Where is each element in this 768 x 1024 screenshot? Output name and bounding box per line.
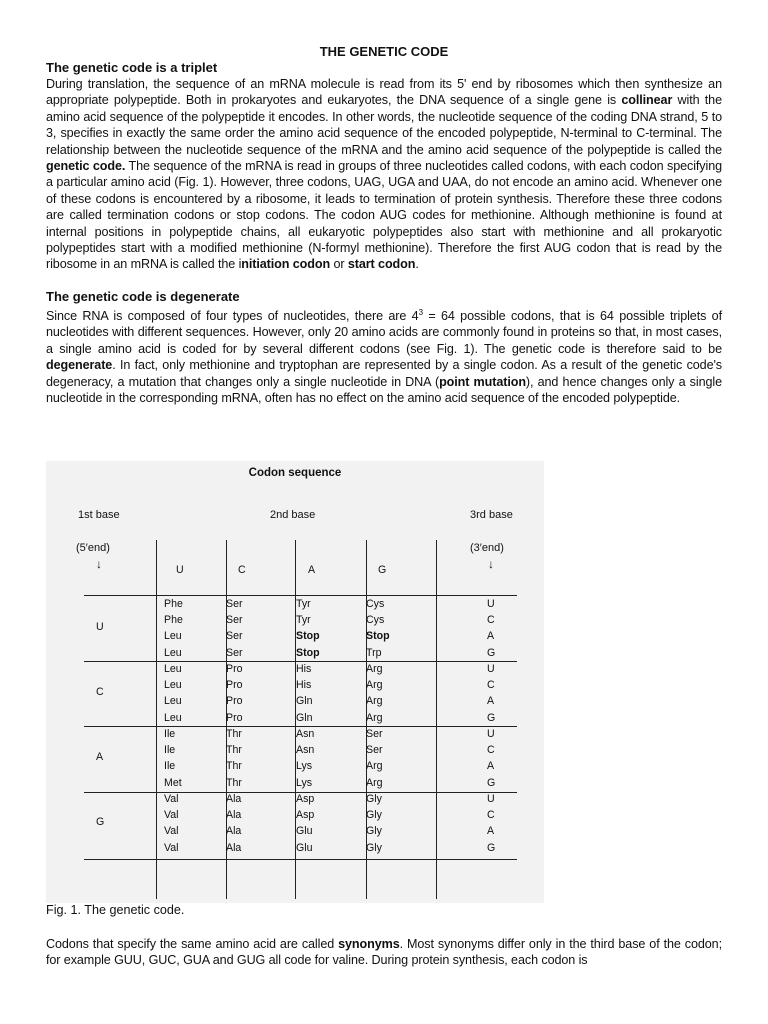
first-base-label: 1st base (78, 509, 120, 521)
three-prime-end-label: (3′end) (470, 542, 504, 554)
first-base-label: G (96, 816, 105, 828)
amino-acid-cell: Ile (164, 760, 176, 773)
amino-acid-cell: Tyr (296, 614, 311, 627)
amino-acid-cell: Ser (226, 630, 243, 643)
document-title: THE GENETIC CODE (319, 44, 449, 59)
amino-acid-cell: Glu (296, 841, 313, 854)
amino-acid-cell: His (296, 663, 312, 675)
first-base-label: C (96, 686, 104, 698)
third-base-label: C (487, 679, 495, 692)
five-prime-end-label: (5′end) (76, 542, 110, 554)
amino-acid-cell: Val (164, 793, 179, 805)
amino-acid-cell: Ile (164, 744, 176, 757)
third-base-label: C (487, 744, 495, 757)
third-base-label: G (487, 711, 496, 724)
third-base-label: U (487, 728, 495, 740)
third-base-label: U (487, 793, 495, 805)
amino-acid-cell: Pro (226, 695, 243, 708)
amino-acid-cell: Thr (226, 744, 242, 757)
amino-acid-cell: Asn (296, 744, 315, 757)
second-base-header: C (238, 564, 246, 576)
third-base-label: G (487, 841, 496, 854)
third-base-label: A (487, 825, 495, 838)
amino-acid-cell: Tyr (296, 598, 311, 610)
amino-acid-cell: Ser (226, 598, 243, 610)
amino-acid-cell: Ala (226, 793, 242, 805)
amino-acid-cell: Phe (164, 598, 183, 610)
third-base-label: U (487, 663, 495, 675)
amino-acid-cell: Ser (226, 614, 243, 627)
third-base-label: C (487, 614, 495, 627)
amino-acid-cell: Gly (366, 825, 382, 838)
document-page (46, 44, 722, 407)
second-base-header: A (308, 564, 316, 576)
amino-acid-cell: Ala (226, 841, 242, 854)
amino-acid-cell: Leu (164, 695, 182, 708)
amino-acid-cell: Val (164, 825, 179, 838)
third-base-label: A (487, 695, 495, 708)
amino-acid-cell: Leu (164, 711, 182, 724)
amino-acid-cell: Stop (366, 630, 390, 643)
paragraph-triplet: During translation, the sequence of an mRNA molecule is read from its 5' end by ribosomes which then synthesize an appropriate polypeptide. Both in prokaryotes and eukaryotes, the DNA sequence of a single gene is collinear with the amino acid sequence of the polypeptide it encodes. In other words, the nucleotide sequence of the coding DNA strand, 5 to 3, specifies in exactly the same order the amino acid sequence of the encoded polypeptide, N-terminal to C-terminal. The relationship between the nucleotide sequence of the mRNA and the amino acid sequence of the polypeptide is called the genetic code. The sequence of the mRNA is read in groups of three nucleotides called codons, with each codon specifying a particular amino acid (Fig. 1). However, three codons, UAG, UGA and UAA, do not encode an amino acid. Whenever one of these codons is encountered by a ribosome, it leads to termination of protein synthesis. Therefore these three codons are called termination codons or stop codons. The codon AUG codes for methionine. Although methionine is found at internal positions in polypeptide chains, all eukaryotic polypeptides also start with methionine and all prokaryotic polypeptides start with a modified methionine (N-formyl methionine). Therefore the first AUG codon that is read by the ribosome in an mRNA is called the initiation codon or start codon. (46, 77, 722, 272)
second-base-label: 2nd base (270, 509, 316, 521)
first-base-label: A (96, 751, 104, 763)
third-base-label: G (487, 646, 496, 659)
amino-acid-cell: Asp (296, 793, 315, 805)
third-base-label: C (487, 809, 495, 822)
table-vertical-divider (156, 540, 157, 899)
amino-acid-cell: Trp (366, 646, 382, 659)
first-base-label: U (96, 621, 104, 633)
amino-acid-cell: Arg (366, 679, 383, 692)
paragraph-degenerate: Since RNA is composed of four types of nucleotides, there are $4^3 = 64$ possible codons, that is 64 possible triplets of nucleotides with different sequences. However, only 20 amino acids are commonly found in proteins so that, in most cases, a single amino acid is coded for by several different codons (see Fig. 1). The genetic code is therefore said to be degenerate. In fact, only methionine and tryptophan are represented by a single codon. As a result of the genetic code's degeneracy, a mutation that changes only a single nucleotide in DNA (point mutation), and hence changes only a single nucleotide in the corresponding mRNA, often has no effect on the amino acid sequence of the encoded polypeptide. (46, 307, 722, 406)
amino-acid-cell: Leu (164, 646, 182, 659)
amino-acid-cell: Stop (296, 630, 320, 643)
amino-acid-cell: Phe (164, 614, 183, 627)
amino-acid-cell: Pro (226, 679, 243, 692)
paragraph-synonyms-wrapper (46, 936, 722, 969)
down-arrow-icon: ↓ (488, 557, 494, 571)
amino-acid-cell: Leu (164, 630, 182, 643)
amino-acid-cell: Asn (296, 728, 315, 740)
amino-acid-cell: Lys (296, 760, 313, 773)
amino-acid-cell: Stop (296, 646, 320, 659)
amino-acid-cell: Gln (296, 695, 313, 708)
genetic-code-figure (46, 461, 544, 903)
amino-acid-cell: Leu (164, 679, 182, 692)
section-heading-degenerate: The genetic code is degenerate (46, 288, 240, 304)
third-base-label: G (487, 776, 496, 789)
table-horizontal-divider (84, 859, 517, 860)
amino-acid-cell: Val (164, 809, 179, 822)
second-base-header: U (176, 564, 184, 576)
amino-acid-cell: Gly (366, 841, 382, 854)
amino-acid-cell: Cys (366, 614, 385, 627)
amino-acid-cell: Val (164, 841, 179, 854)
down-arrow-icon: ↓ (96, 557, 102, 571)
amino-acid-cell: Leu (164, 663, 182, 675)
amino-acid-cell: Ala (226, 825, 242, 838)
amino-acid-cell: Ser (366, 744, 383, 757)
amino-acid-cell: Glu (296, 825, 313, 838)
second-base-header: G (378, 564, 387, 576)
amino-acid-cell: Arg (366, 711, 383, 724)
amino-acid-cell: Gln (296, 711, 313, 724)
amino-acid-cell: Arg (366, 663, 383, 675)
amino-acid-cell: Asp (296, 809, 315, 822)
third-base-label: 3rd base (470, 509, 513, 521)
amino-acid-cell: Ile (164, 728, 176, 740)
amino-acid-cell: Arg (366, 760, 383, 773)
amino-acid-cell: Cys (366, 598, 385, 610)
figure-caption: Fig. 1. The genetic code. (46, 903, 185, 917)
amino-acid-cell: Pro (226, 711, 243, 724)
amino-acid-cell: Thr (226, 760, 242, 773)
third-base-label: A (487, 760, 495, 773)
amino-acid-cell: Arg (366, 695, 383, 708)
amino-acid-cell: Arg (366, 776, 383, 789)
amino-acid-cell: Thr (226, 776, 242, 789)
amino-acid-cell: Ala (226, 809, 242, 822)
table-vertical-divider (436, 540, 437, 899)
amino-acid-cell: Lys (296, 776, 313, 789)
amino-acid-cell: Gly (366, 793, 382, 805)
amino-acid-cell: Ser (366, 728, 383, 740)
section-heading-triplet: The genetic code is a triplet (46, 60, 218, 75)
amino-acid-cell: Ser (226, 646, 243, 659)
amino-acid-cell: Met (164, 776, 182, 789)
amino-acid-cell: His (296, 679, 312, 692)
amino-acid-cell: Thr (226, 728, 242, 740)
figure-title: Codon sequence (248, 467, 342, 479)
paragraph-synonyms: Codons that specify the same amino acid are called synonyms. Most synonyms differ only in the third base of the codon; for example GUU, GUC, GUA and GUG all code for valine. During protein synthesis, each codon is (46, 937, 722, 968)
third-base-label: A (487, 630, 495, 643)
amino-acid-cell: Gly (366, 809, 382, 822)
third-base-label: U (487, 598, 495, 610)
amino-acid-cell: Pro (226, 663, 243, 675)
